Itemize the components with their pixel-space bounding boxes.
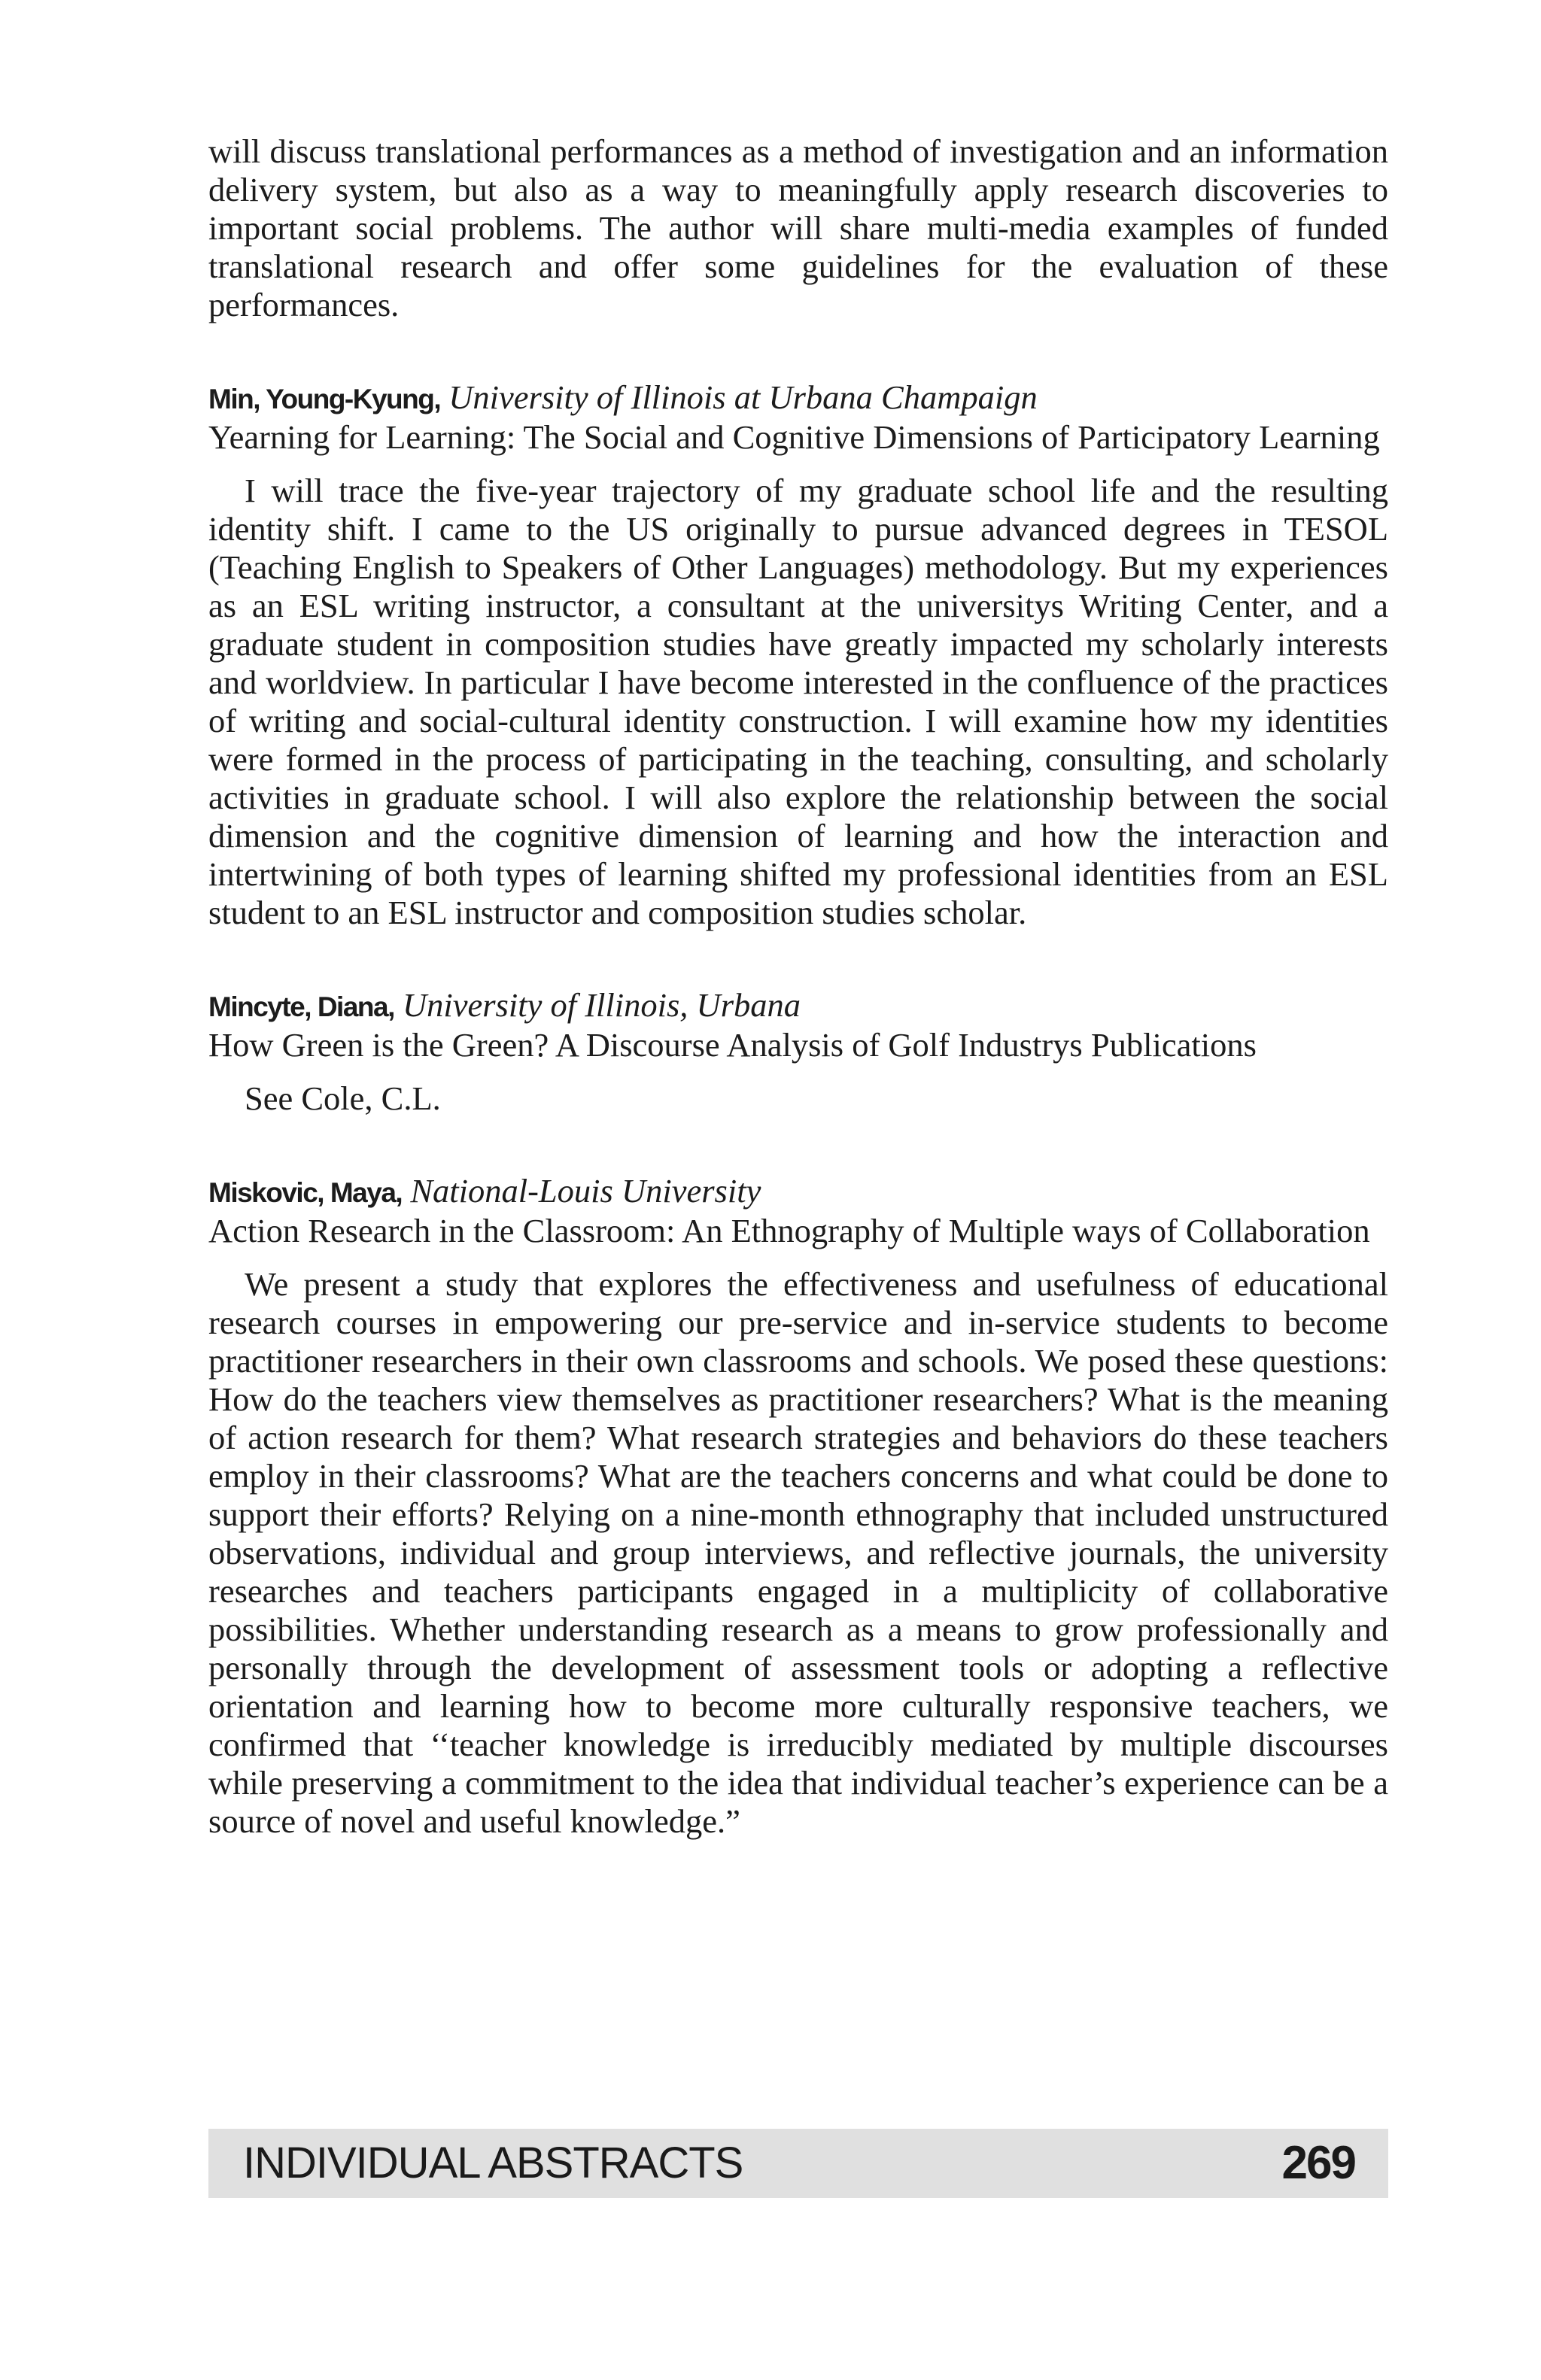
abstract-title: Action Research in the Classroom: An Ethnography of Multiple ways of Collaboration	[208, 1212, 1370, 1249]
page-footer	[208, 2129, 1388, 2198]
page-content	[208, 132, 1388, 1841]
section-label: INDIVIDUAL ABSTRACTS	[243, 2139, 743, 2187]
author-affiliation: University of Illinois, Urbana	[402, 986, 801, 1024]
entry-heading	[208, 1172, 1388, 1212]
abstract-entry-min	[208, 378, 1388, 932]
intro-paragraph: will discuss translational performances as a method of investigation and an information delivery system, but also as a way to meaningfully apply research discoveries to important social problems. The author will share multi-media examples of funded translational research and offer some guidelines for the evaluation of these performances.	[208, 132, 1388, 323]
abstract-body: I will trace the five-year trajectory of my graduate school life and the resulting identity shift. I came to the US originally to pursue advanced degrees in TESOL (Teaching English to Speakers of Other Languages) methodology. But my experiences as an ESL writing instructor, a consultant at the universitys Writing Center, and a graduate student in composition studies have greatly impacted my scholarly interests and worldview. In particular I have become interested in the confluence of the practices of writing and social-cultural identity construction. I will examine how my identities were formed in the process of participating in the teaching, consulting, and scholarly activities in graduate school. I will also explore the relationship between the social dimension and the cognitive dimension of learning and how the interaction and intertwining of both types of learning shifted my professional identities from an ESL student to an ESL instructor and composition studies scholar.	[208, 472, 1388, 931]
author-affiliation: National-Louis University	[410, 1172, 761, 1210]
page-number: 269	[1281, 2137, 1355, 2189]
entry-heading	[208, 378, 1388, 418]
author-name: Mincyte, Diana,	[208, 991, 394, 1022]
abstract-body: We present a study that explores the effectiveness and usefulness of educational research courses in empowering our pre-service and in-service students to become practitioner researchers in their own classrooms and schools. We posed these questions: How do the teachers view themselves as practitioner researchers? What is the meaning of action research for them? What research strategies and behaviors do these teachers employ in their classrooms? What are the teachers concerns and what could be done to support their efforts? Relying on a nine-month ethnography that included unstructured observations, individual and group interviews, and reflective journals, the university researches and teachers participants engaged in a multiplicity of collaborative possibilities. Whether understanding research as a means to grow professionally and personally through the development of assessment tools or adopting a reflective orientation and learning how to become more culturally responsive teachers, we confirmed that ‘‘teacher knowledge is irreducibly mediated by multiple discourses while preserving a commitment to the idea that individual teacher’s experience can be a source of novel and useful knowledge.”	[208, 1265, 1388, 1840]
abstract-entry-mincyte	[208, 986, 1388, 1118]
abstract-entry-miskovic	[208, 1172, 1388, 1841]
abstract-title: How Green is the Green? A Discourse Analysis of Golf Industrys Publications	[208, 1026, 1257, 1064]
author-name: Miskovic, Maya,	[208, 1177, 403, 1208]
see-also-reference: See Cole, C.L.	[245, 1079, 441, 1117]
author-name: Min, Young-Kyung,	[208, 384, 441, 414]
abstract-title: Yearning for Learning: The Social and Cognitive Dimensions of Participatory Learning	[208, 418, 1380, 456]
entry-heading	[208, 986, 1388, 1026]
author-affiliation: University of Illinois at Urbana Champaign	[448, 378, 1038, 416]
